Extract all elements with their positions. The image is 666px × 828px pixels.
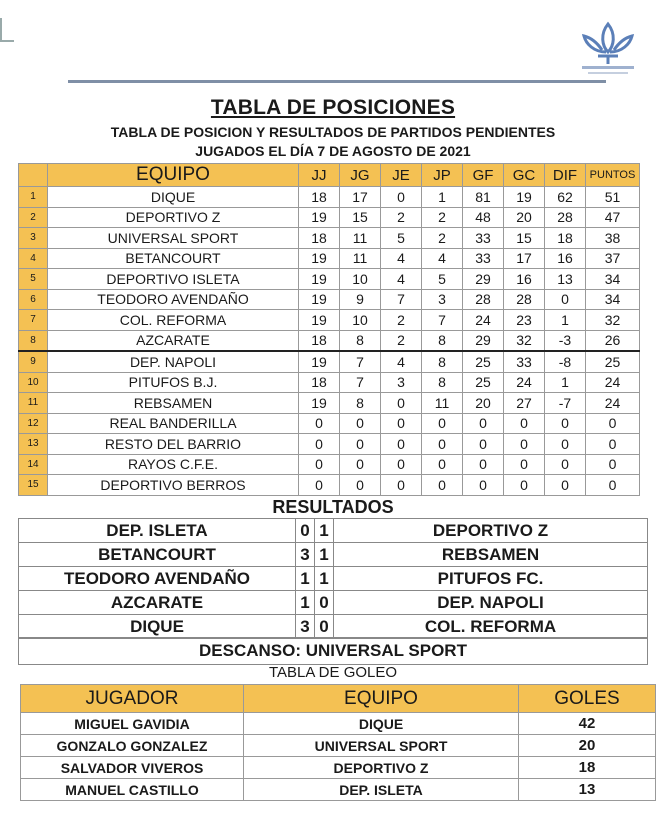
cell-jp: 8 <box>422 330 463 351</box>
cell-home-score: 1 <box>296 567 315 591</box>
cell-je: 0 <box>381 434 422 455</box>
cell-gf: 29 <box>463 269 504 290</box>
table-row <box>19 393 640 414</box>
results-table <box>18 518 648 639</box>
cell-team: DEPORTIVO Z <box>48 207 299 228</box>
goleo-header-row <box>21 685 656 713</box>
cell-jp: 11 <box>422 393 463 414</box>
cell-away-team: DEPORTIVO Z <box>334 519 648 543</box>
results-title: RESULTADOS <box>272 497 394 517</box>
cell-away-score: 1 <box>315 567 334 591</box>
cell-je: 4 <box>381 248 422 269</box>
cell-gc: 33 <box>504 351 545 372</box>
cell-team: BETANCOURT <box>48 248 299 269</box>
cell-position: 1 <box>19 187 48 208</box>
cell-gf: 25 <box>463 372 504 393</box>
cell-gf: 25 <box>463 351 504 372</box>
cell-gc: 0 <box>504 454 545 475</box>
cell-dif: 18 <box>545 228 586 249</box>
goleo-table <box>20 684 656 801</box>
cell-jp: 3 <box>422 289 463 310</box>
cell-dif: -3 <box>545 330 586 351</box>
cell-jj: 18 <box>299 187 340 208</box>
cell-jg: 0 <box>340 434 381 455</box>
cell-puntos: 38 <box>586 228 640 249</box>
cell-jp: 7 <box>422 310 463 331</box>
cell-gc: 0 <box>504 434 545 455</box>
table-row <box>19 475 640 496</box>
table-row <box>19 454 640 475</box>
column-header-jugador: JUGADOR <box>21 685 244 713</box>
cell-away-team: DEP. NAPOLI <box>334 591 648 615</box>
table-row <box>19 207 640 228</box>
table-row <box>19 351 640 372</box>
cell-gf: 0 <box>463 434 504 455</box>
cell-team: DEP. NAPOLI <box>48 351 299 372</box>
cell-gc: 0 <box>504 475 545 496</box>
cell-jj: 0 <box>299 475 340 496</box>
cell-je: 7 <box>381 289 422 310</box>
table-row <box>19 413 640 434</box>
cell-jg: 9 <box>340 289 381 310</box>
column-header-jg: JG <box>340 164 381 187</box>
header-divider <box>68 80 606 83</box>
cell-jp: 8 <box>422 351 463 372</box>
cell-jg: 0 <box>340 454 381 475</box>
cell-dif: 13 <box>545 269 586 290</box>
cell-position: 3 <box>19 228 48 249</box>
cell-jg: 10 <box>340 310 381 331</box>
cell-jp: 0 <box>422 454 463 475</box>
cell-position: 7 <box>19 310 48 331</box>
column-header-goles: GOLES <box>519 685 656 713</box>
cell-jj: 19 <box>299 289 340 310</box>
cell-team: DEPORTIVO ISLETA <box>48 269 299 290</box>
cell-gf: 20 <box>463 393 504 414</box>
standings-table <box>18 163 640 496</box>
cell-jj: 0 <box>299 413 340 434</box>
cell-gc: 24 <box>504 372 545 393</box>
cell-gf: 0 <box>463 413 504 434</box>
cell-puntos: 34 <box>586 289 640 310</box>
cell-jp: 0 <box>422 434 463 455</box>
cell-dif: 0 <box>545 413 586 434</box>
cell-gf: 48 <box>463 207 504 228</box>
cell-dif: -8 <box>545 351 586 372</box>
cell-gc: 16 <box>504 269 545 290</box>
table-row <box>19 289 640 310</box>
cell-position: 10 <box>19 372 48 393</box>
cell-dif: 0 <box>545 454 586 475</box>
cell-jj: 0 <box>299 454 340 475</box>
cell-puntos: 0 <box>586 475 640 496</box>
cell-je: 0 <box>381 187 422 208</box>
cell-jp: 2 <box>422 228 463 249</box>
cell-team: RESTO DEL BARRIO <box>48 434 299 455</box>
table-row <box>19 330 640 351</box>
cell-jj: 19 <box>299 269 340 290</box>
column-header-position <box>19 164 48 187</box>
cell-away-team: PITUFOS FC. <box>334 567 648 591</box>
cell-dif: 16 <box>545 248 586 269</box>
cell-je: 3 <box>381 372 422 393</box>
cell-team: PITUFOS B.J. <box>48 372 299 393</box>
table-row <box>19 310 640 331</box>
cell-jugador: MANUEL CASTILLO <box>21 779 244 801</box>
cell-gf: 24 <box>463 310 504 331</box>
cell-jg: 7 <box>340 351 381 372</box>
cell-je: 4 <box>381 269 422 290</box>
cell-away-score: 0 <box>315 615 334 639</box>
result-row <box>19 591 648 615</box>
column-header-jp: JP <box>422 164 463 187</box>
cell-je: 2 <box>381 310 422 331</box>
cell-position: 11 <box>19 393 48 414</box>
cell-je: 2 <box>381 330 422 351</box>
result-row <box>19 519 648 543</box>
cell-goles: 42 <box>519 713 656 735</box>
cell-jg: 15 <box>340 207 381 228</box>
cell-jp: 0 <box>422 475 463 496</box>
cell-dif: 1 <box>545 310 586 331</box>
cell-puntos: 0 <box>586 434 640 455</box>
cell-away-team: COL. REFORMA <box>334 615 648 639</box>
cell-jg: 10 <box>340 269 381 290</box>
table-row <box>19 269 640 290</box>
cell-puntos: 25 <box>586 351 640 372</box>
cell-team: REBSAMEN <box>48 393 299 414</box>
cell-puntos: 47 <box>586 207 640 228</box>
cell-dif: 0 <box>545 475 586 496</box>
cell-position: 5 <box>19 269 48 290</box>
result-row <box>19 615 648 639</box>
cell-goles: 13 <box>519 779 656 801</box>
cell-puntos: 24 <box>586 393 640 414</box>
cell-jj: 19 <box>299 248 340 269</box>
cell-home-score: 1 <box>296 591 315 615</box>
cell-equipo: UNIVERSAL SPORT <box>244 735 519 757</box>
cell-position: 6 <box>19 289 48 310</box>
page-subtitle: TABLA DE POSICION Y RESULTADOS DE PARTIDOS PENDIENTES <box>110 124 556 140</box>
cell-position: 2 <box>19 207 48 228</box>
cell-gf: 33 <box>463 228 504 249</box>
table-row <box>19 434 640 455</box>
cell-gc: 27 <box>504 393 545 414</box>
cell-jp: 8 <box>422 372 463 393</box>
cell-gf: 28 <box>463 289 504 310</box>
cell-jp: 2 <box>422 207 463 228</box>
column-header-dif: DIF <box>545 164 586 187</box>
cell-jj: 18 <box>299 228 340 249</box>
cell-gc: 19 <box>504 187 545 208</box>
table-row <box>19 187 640 208</box>
cell-jp: 4 <box>422 248 463 269</box>
cell-jp: 0 <box>422 413 463 434</box>
cell-gf: 29 <box>463 330 504 351</box>
cell-team: COL. REFORMA <box>48 310 299 331</box>
cell-jj: 19 <box>299 351 340 372</box>
cell-jg: 8 <box>340 393 381 414</box>
cell-je: 0 <box>381 413 422 434</box>
cell-jg: 0 <box>340 475 381 496</box>
cell-position: 12 <box>19 413 48 434</box>
cell-gc: 28 <box>504 289 545 310</box>
cell-position: 8 <box>19 330 48 351</box>
cell-gf: 33 <box>463 248 504 269</box>
cell-je: 2 <box>381 207 422 228</box>
cell-goles: 20 <box>519 735 656 757</box>
cell-position: 9 <box>19 351 48 372</box>
cell-home-score: 3 <box>296 615 315 639</box>
cell-position: 13 <box>19 434 48 455</box>
cell-jugador: SALVADOR VIVEROS <box>21 757 244 779</box>
cell-gf: 0 <box>463 475 504 496</box>
page-title: TABLA DE POSICIONES <box>210 96 456 119</box>
cell-je: 0 <box>381 393 422 414</box>
cell-position: 15 <box>19 475 48 496</box>
cell-home-team: DIQUE <box>19 615 296 639</box>
goleo-title: TABLA DE GOLEO <box>268 664 398 681</box>
cell-dif: 1 <box>545 372 586 393</box>
page-corner-mark <box>0 18 14 42</box>
cell-jg: 17 <box>340 187 381 208</box>
cell-home-team: AZCARATE <box>19 591 296 615</box>
table-row <box>19 372 640 393</box>
cell-puntos: 51 <box>586 187 640 208</box>
column-header-equipo: EQUIPO <box>48 164 299 187</box>
cell-team: TEODORO AVENDAÑO <box>48 289 299 310</box>
cell-jj: 18 <box>299 372 340 393</box>
cell-jg: 11 <box>340 228 381 249</box>
cell-puntos: 37 <box>586 248 640 269</box>
cell-goles: 18 <box>519 757 656 779</box>
cell-jj: 19 <box>299 207 340 228</box>
cell-jj: 19 <box>299 310 340 331</box>
cell-jj: 0 <box>299 434 340 455</box>
cell-equipo: DIQUE <box>244 713 519 735</box>
cell-je: 4 <box>381 351 422 372</box>
cell-puntos: 26 <box>586 330 640 351</box>
cell-equipo: DEPORTIVO Z <box>244 757 519 779</box>
column-header-je: JE <box>381 164 422 187</box>
cell-gc: 15 <box>504 228 545 249</box>
cell-jg: 0 <box>340 413 381 434</box>
cell-gc: 20 <box>504 207 545 228</box>
standings-header-row <box>19 164 640 187</box>
table-row <box>19 228 640 249</box>
table-row <box>19 248 640 269</box>
cell-jugador: MIGUEL GAVIDIA <box>21 713 244 735</box>
cell-jj: 18 <box>299 330 340 351</box>
cell-gc: 32 <box>504 330 545 351</box>
column-header-gc: GC <box>504 164 545 187</box>
cell-equipo: DEP. ISLETA <box>244 779 519 801</box>
cell-dif: 28 <box>545 207 586 228</box>
cell-team: AZCARATE <box>48 330 299 351</box>
cell-away-score: 1 <box>315 519 334 543</box>
cell-je: 0 <box>381 454 422 475</box>
cell-home-team: BETANCOURT <box>19 543 296 567</box>
page-subtitle-date: JUGADOS EL DÍA 7 DE AGOSTO DE 2021 <box>195 143 471 159</box>
table-row <box>21 735 656 757</box>
cell-jugador: GONZALO GONZALEZ <box>21 735 244 757</box>
cell-dif: 62 <box>545 187 586 208</box>
cell-jg: 11 <box>340 248 381 269</box>
cell-home-score: 0 <box>296 519 315 543</box>
table-row <box>21 779 656 801</box>
cell-dif: 0 <box>545 289 586 310</box>
cell-away-score: 1 <box>315 543 334 567</box>
cell-dif: -7 <box>545 393 586 414</box>
cell-puntos: 34 <box>586 269 640 290</box>
cell-home-team: DEP. ISLETA <box>19 519 296 543</box>
cell-jp: 5 <box>422 269 463 290</box>
cell-dif: 0 <box>545 434 586 455</box>
column-header-jj: JJ <box>299 164 340 187</box>
cell-gc: 0 <box>504 413 545 434</box>
result-row <box>19 567 648 591</box>
cell-team: RAYOS C.F.E. <box>48 454 299 475</box>
column-header-gf: GF <box>463 164 504 187</box>
result-row <box>19 543 648 567</box>
rest-team-label: DESCANSO: UNIVERSAL SPORT <box>18 637 648 665</box>
cell-gc: 23 <box>504 310 545 331</box>
cell-gf: 81 <box>463 187 504 208</box>
cell-position: 14 <box>19 454 48 475</box>
cell-puntos: 24 <box>586 372 640 393</box>
cell-jg: 8 <box>340 330 381 351</box>
cell-team: UNIVERSAL SPORT <box>48 228 299 249</box>
cell-jp: 1 <box>422 187 463 208</box>
cell-home-team: TEODORO AVENDAÑO <box>19 567 296 591</box>
table-row <box>21 757 656 779</box>
column-header-puntos: PUNTOS <box>586 164 640 187</box>
cell-away-team: REBSAMEN <box>334 543 648 567</box>
cell-position: 4 <box>19 248 48 269</box>
column-header-equipo-goleo: EQUIPO <box>244 685 519 713</box>
fleur-de-lis-icon <box>572 18 644 78</box>
cell-home-score: 3 <box>296 543 315 567</box>
cell-team: REAL BANDERILLA <box>48 413 299 434</box>
cell-puntos: 32 <box>586 310 640 331</box>
cell-puntos: 0 <box>586 413 640 434</box>
cell-je: 0 <box>381 475 422 496</box>
cell-gc: 17 <box>504 248 545 269</box>
cell-gf: 0 <box>463 454 504 475</box>
cell-jg: 7 <box>340 372 381 393</box>
cell-je: 5 <box>381 228 422 249</box>
cell-away-score: 0 <box>315 591 334 615</box>
cell-team: DIQUE <box>48 187 299 208</box>
cell-jj: 19 <box>299 393 340 414</box>
table-row <box>21 713 656 735</box>
cell-puntos: 0 <box>586 454 640 475</box>
cell-team: DEPORTIVO BERROS <box>48 475 299 496</box>
